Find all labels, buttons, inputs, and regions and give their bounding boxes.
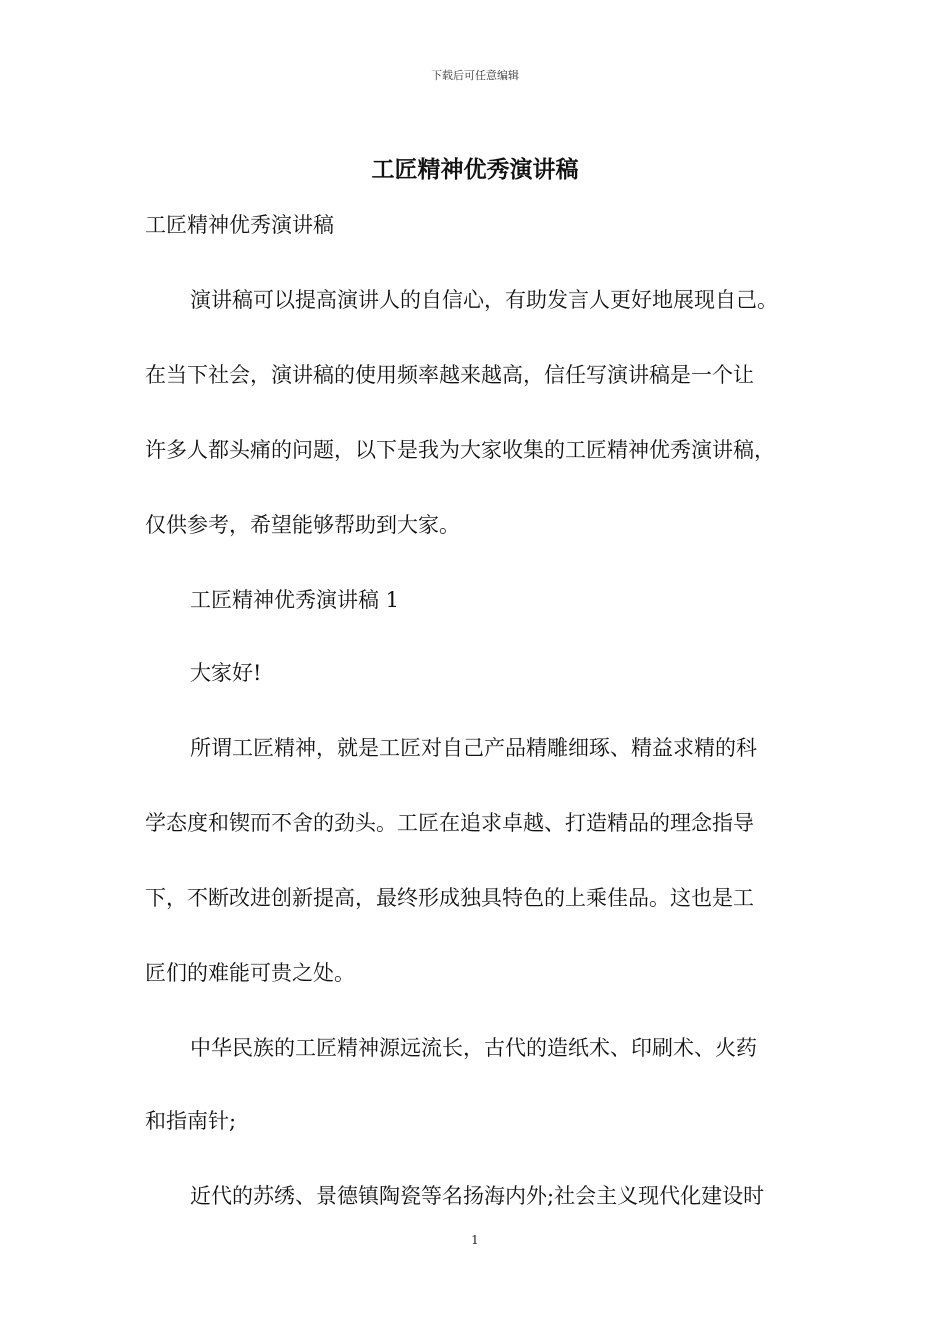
body-line: 在当下社会，演讲稿的使用频率越来越高，信任写演讲稿是一个让 (145, 363, 754, 387)
body-line-subtitle: 工匠精神优秀演讲稿 (145, 213, 334, 237)
body-line: 下，不断改进创新提高，最终形成独具特色的上乘佳品。这也是工 (145, 886, 754, 910)
body-line: 匠们的难能可贵之处。 (145, 961, 355, 985)
greeting-line: 大家好! (190, 661, 262, 685)
body-line: 所谓工匠精神，就是工匠对自己产品精雕细琢、精益求精的科 (190, 736, 757, 760)
body-line: 仅供参考，希望能够帮助到大家。 (145, 513, 460, 537)
page-header-note: 下载后可任意编辑 (431, 69, 519, 82)
body-line: 演讲稿可以提高演讲人的自信心，有助发言人更好地展现自己。 (190, 288, 778, 312)
body-line: 和指南针; (145, 1109, 237, 1133)
body-line: 学态度和锲而不舍的劲头。工匠在追求卓越、打造精品的理念指导 (145, 811, 754, 835)
body-line: 许多人都头痛的问题，以下是我为大家收集的工匠精神优秀演讲稿， (145, 438, 775, 462)
body-line: 中华民族的工匠精神源远流长，古代的造纸术、印刷术、火药 (190, 1036, 757, 1060)
section-heading: 工匠精神优秀演讲稿 1 (190, 588, 400, 612)
body-line: 近代的苏绣、景德镇陶瓷等名扬海内外;社会主义现代化建设时 (190, 1184, 765, 1208)
page-number: 1 (471, 1233, 479, 1247)
document-title: 工匠精神优秀演讲稿 (371, 156, 579, 183)
